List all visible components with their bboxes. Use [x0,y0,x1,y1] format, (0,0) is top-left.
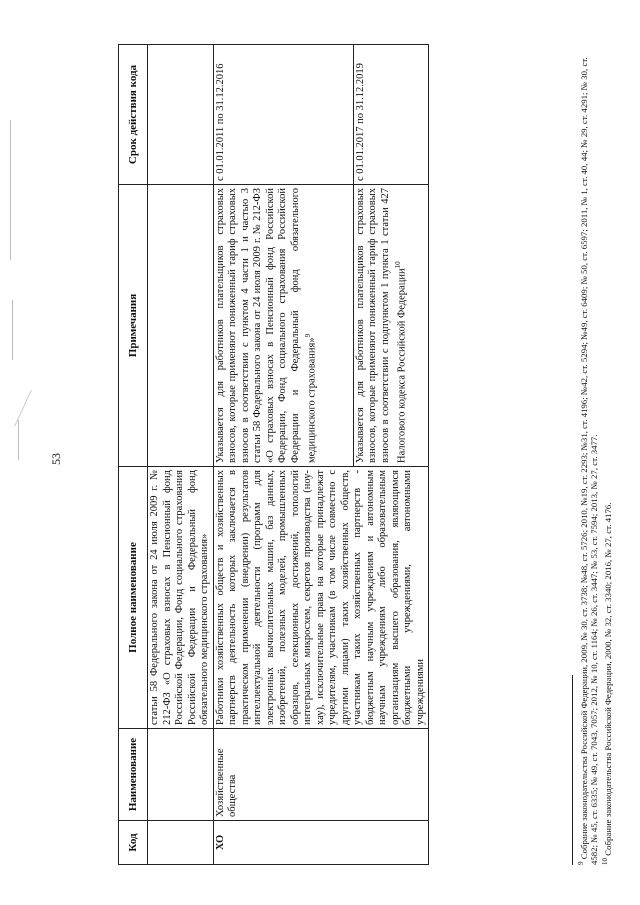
footnote-text: Собрание законодательства Российской Федерации, 2000, № 32, ст. 3340; 2016, № 27, ст. 4176. [602,502,613,856]
row-name-cell [148,729,214,821]
footnotes [572,45,613,865]
footnote-marker: 9 [577,861,585,865]
footnote [576,45,600,865]
footnote [600,45,613,865]
table-row [213,45,353,865]
row-full-name-cell: статьи 58 Федерального закона от 24 июля 2009 г. № 212-ФЗ «О страховых взносах в Пенсионный фонд Российской Федерации, Фонд социального страхования Российской Федерации и Федеральный фонд обязательного медицинского страхования» [148,467,214,729]
page-number: 53 [49,453,63,465]
footnote-ref: 10 [394,261,403,269]
row-notes-cell [213,185,353,467]
header-full-name: Полное наименование [119,467,148,729]
footnote-ref: 9 [304,333,312,338]
row-full-name-cell: Работники хозяйственных обществ и хозяйственных партнерств деятельность которых заключается в практическом применении (внедрении) результатов интеллектуальной деятельности (программ для электронных вычислительных машин, баз данных, изобретений, полезных моделей, промышленных образцов, селекционных достижений, топологий интегральных микросхем, секретов производства (ноу-хау), исключительные права на которые принадлежат учредителям, участникам (в том числе совместно с другими лицами) таких хозяйственных обществ, участникам таких хозяйственных партнерств - бюджетным научным учреждениям и автономным научным учреждениям либо образовательным организациям высшего образования, являющимся бюджетными учреждениями, автономными учреждениями [213,467,429,729]
row-name-cell: Хозяйственные общества [213,729,429,821]
table-row [148,45,214,865]
row-validity-cell: с 01.01.2011 по 31.12.2016 [213,45,353,185]
row-notes-cell [148,185,214,467]
row-code-cell [148,821,214,865]
row-code-cell: ХО [213,821,429,865]
header-notes: Примечания [119,185,148,467]
row-notes-cell [353,185,428,467]
footnote-text: Собрание законодательства Российской Федерации, 2009, № 30, ст. 3738; №48, ст. 5726; 2010, №19, ст. 2293; №31, ст. 4196; №42, ст. 5294; №49, ст. 6409; № 50, ст. 6597; 2011, № 1, ст. 40, 44; № 29, ст. 4291; № 30, ст. 4582; № 45, ст. 6335; № 49, ст. 7043, 7057; 2012, № 10, ст. 1164; № 26, ст. 3447; № 53, ст. 7594; 2013, № 27, ст. 3477. [578,57,600,865]
header-code: Код [119,821,148,865]
header-validity: Срок действия кода [119,45,148,185]
notes-text: Указывается для работников плательщиков страховых взносов, которые применяют пониженный тариф страховых взносов в соответствии с пунктом 4 части 1 и частью 3 статьи 58 Федерального закона от 24 июля 2009 г. № 212-ФЗ «О страховых взносах в Пенсионный фонд Российской Федерации, Фонд социального страхования Российской Федерации и Федеральный фонд обязательного медицинского страхования» [214,188,318,463]
row-validity-cell: с 01.01.2017 по 31.12.2019 [353,45,428,185]
table-header-row [119,45,148,865]
footnote-separator [572,675,573,865]
footnote-marker: 10 [600,858,609,865]
notes-text: Указывается для работников плательщиков страховых взносов, которые применяют пониженный тариф страховых взносов в соответствии с подпунктом 1 пункта 1 статьи 427 Налогового кодекса Российской Федерации [354,188,408,463]
header-name: Наименование [119,729,148,821]
row-validity-cell [148,45,214,185]
codes-table [118,44,429,865]
